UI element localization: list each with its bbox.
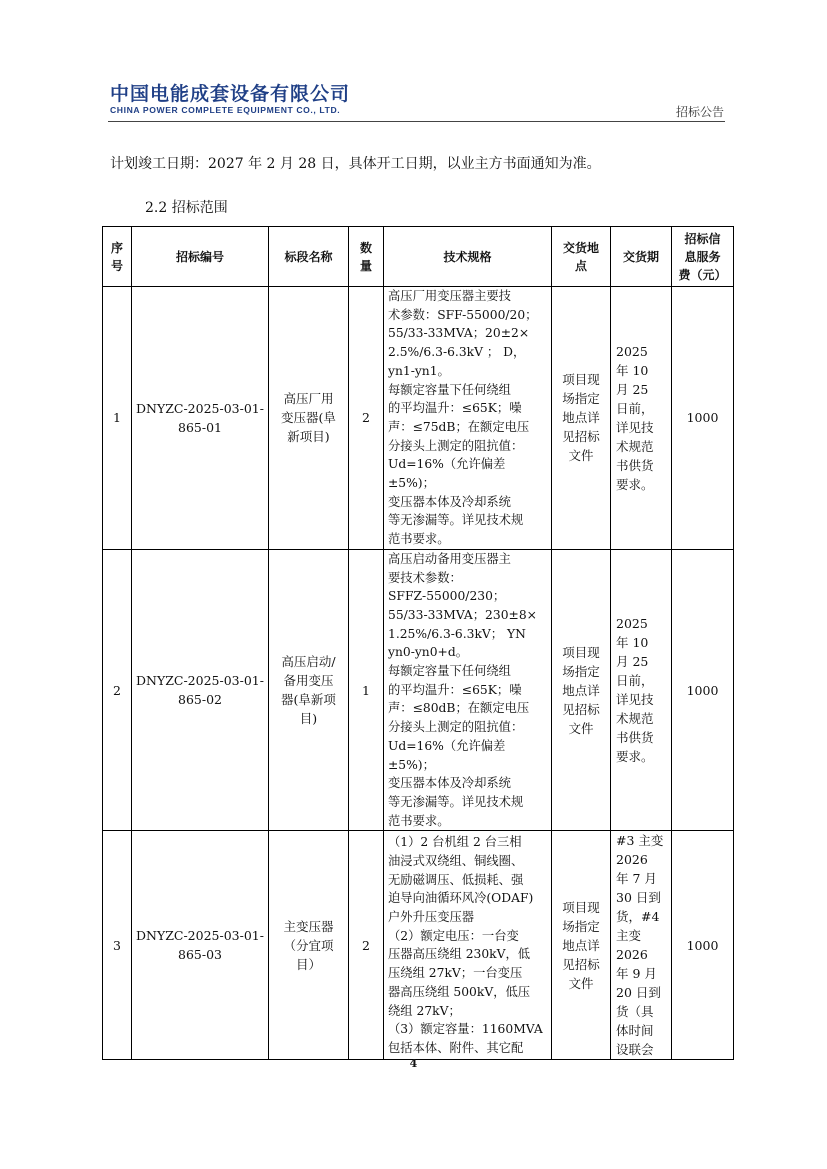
delivery-date-line: 日前， bbox=[616, 673, 654, 689]
lot-name-line: 主变压器 bbox=[283, 918, 334, 934]
bid-code bbox=[132, 287, 269, 550]
delivery-date-line: 月 25 bbox=[616, 381, 649, 397]
technical-spec-line: 55/33-33MVA；20±2× bbox=[388, 326, 530, 341]
bid-code-line: DNYZC-2025-03-01- bbox=[136, 400, 264, 416]
delivery-place-line: 项目现 bbox=[562, 372, 600, 388]
technical-spec-line: 术参数：SFF-55000/20； bbox=[388, 307, 538, 322]
company-logo bbox=[110, 83, 350, 116]
delivery-date-line: 书供货 bbox=[616, 457, 654, 473]
technical-spec-line: 无励磁调压、低损耗、强 bbox=[388, 872, 524, 887]
lot-name-line: 目） bbox=[295, 956, 321, 972]
technical-spec-line: 范书要求。 bbox=[388, 813, 450, 828]
document-type-label: 招标公告 bbox=[675, 105, 724, 119]
lot-name-line: 器(阜新项 bbox=[281, 692, 336, 708]
delivery-place bbox=[552, 831, 611, 1060]
delivery-date-line: 年 10 bbox=[616, 635, 649, 651]
bid-code bbox=[132, 549, 269, 831]
technical-spec-line: yn0-yn0+d。 bbox=[388, 645, 469, 660]
delivery-place bbox=[552, 549, 611, 831]
delivery-date-line: 2025 bbox=[616, 343, 648, 359]
technical-spec-line: 高压厂用变压器主要技 bbox=[388, 289, 511, 303]
delivery-place-line: 场指定 bbox=[562, 663, 600, 679]
technical-spec-line: 高压启动备用变压器主 bbox=[388, 551, 511, 566]
bid-code-line: 865-02 bbox=[178, 692, 222, 708]
lot-name bbox=[269, 287, 349, 550]
delivery-date-line: 要求。 bbox=[616, 476, 654, 492]
col-header-index: 序 号 bbox=[103, 227, 132, 287]
delivery-date-line: 详见技 bbox=[616, 419, 654, 435]
lot-name-line: 高压厂用 bbox=[283, 391, 334, 407]
delivery-place-line: 见招标 bbox=[562, 956, 600, 972]
technical-spec-line: 包括本体、附件、其它配 bbox=[388, 1040, 524, 1055]
delivery-date bbox=[611, 831, 672, 1060]
delivery-date-line: 年 7 月 bbox=[616, 871, 657, 887]
col-header-code: 招标编号 bbox=[132, 227, 269, 287]
delivery-date-line: 术规范 bbox=[616, 711, 654, 727]
lot-name-line: 目) bbox=[299, 711, 318, 727]
delivery-place-line: 场指定 bbox=[562, 391, 600, 407]
technical-spec-line: 的平均温升：≤65K；噪 bbox=[388, 401, 522, 416]
technical-spec-line: Ud=16%（允许偏差±5%)； bbox=[388, 457, 506, 491]
technical-spec-line: yn1-yn1。 bbox=[388, 363, 450, 378]
bid-code bbox=[132, 831, 269, 1060]
delivery-place bbox=[552, 287, 611, 550]
technical-spec-line: 55/33-33MVA；230±8× bbox=[388, 607, 537, 622]
delivery-date-line: 货（具 bbox=[616, 1004, 654, 1020]
technical-spec-line: 压器高压绕组 230kV，低 bbox=[388, 947, 531, 962]
lot-name-line: 新项目) bbox=[287, 429, 330, 445]
table-header-row bbox=[103, 227, 734, 287]
technical-spec-line: （2）额定电压：一台变 bbox=[388, 928, 519, 943]
delivery-date-line: 术规范 bbox=[616, 438, 654, 454]
delivery-date-line: 月 25 bbox=[616, 654, 649, 670]
technical-spec bbox=[384, 287, 552, 550]
delivery-date bbox=[611, 549, 672, 831]
header-divider bbox=[108, 121, 725, 122]
section-heading: 2.2 招标范围 bbox=[145, 200, 228, 216]
delivery-place-line: 场指定 bbox=[562, 918, 600, 934]
technical-spec bbox=[384, 831, 552, 1060]
page-number: 4 bbox=[409, 1057, 418, 1070]
delivery-place-line: 见招标 bbox=[562, 429, 600, 445]
technical-spec-line: 的平均温升：≤65K；噪 bbox=[388, 682, 522, 697]
technical-spec-line: 等无渗漏等。详见技术规 bbox=[388, 794, 524, 809]
technical-spec-line: 器高压绕组 500kV，低压 bbox=[388, 984, 531, 999]
company-name-en: CHINA POWER COMPLETE EQUIPMENT CO., LTD. bbox=[110, 105, 341, 115]
bid-code-line: DNYZC-2025-03-01- bbox=[136, 928, 264, 944]
technical-spec-line: 绕组 27kV； bbox=[388, 1003, 461, 1018]
technical-spec-line: （3）额定容量：1160MVA bbox=[388, 1022, 543, 1037]
row-index: 1 bbox=[103, 287, 132, 550]
delivery-date-line: 年 10 bbox=[616, 362, 649, 378]
delivery-date-line: 2025 bbox=[616, 616, 648, 632]
technical-spec-line: 1.25%/6.3-6.3kV； YN bbox=[388, 626, 526, 641]
delivery-date-line: #3 主变 bbox=[616, 833, 664, 849]
delivery-date-line: 2026 bbox=[616, 852, 648, 868]
technical-spec-line: 声：≤80dB；在额定电压 bbox=[388, 701, 530, 716]
delivery-date-line: 货，#4 bbox=[616, 909, 660, 925]
technical-spec-line: 每额定容量下任何绕组 bbox=[388, 382, 511, 397]
technical-spec-line: 油浸式双绕组、铜线圈、 bbox=[388, 853, 524, 868]
technical-spec-line: 分接头上测定的阻抗值： bbox=[388, 438, 524, 453]
delivery-place-line: 项目现 bbox=[562, 899, 600, 915]
lot-name-line: 变压器(阜 bbox=[281, 410, 336, 426]
delivery-date bbox=[611, 287, 672, 550]
table-row bbox=[103, 287, 734, 550]
technical-spec-line: SFFZ-55000/230； bbox=[388, 589, 506, 604]
lot-name-line: （分宜项 bbox=[283, 937, 334, 953]
delivery-date-line: 要求。 bbox=[616, 749, 654, 765]
bidding-scope-table bbox=[102, 226, 734, 1060]
col-header-qty: 数 量 bbox=[349, 227, 384, 287]
technical-spec-line: 压绕组 27kV；一台变压 bbox=[388, 966, 523, 981]
lot-name-line: 高压启动/ bbox=[281, 654, 336, 670]
company-name-cn: 中国电能成套设备有限公司 bbox=[110, 83, 351, 105]
delivery-date-line: 详见技 bbox=[616, 692, 654, 708]
lot-name bbox=[269, 831, 349, 1060]
delivery-date-line: 设联会 bbox=[616, 1042, 654, 1058]
delivery-date-line: 体时间 bbox=[616, 1023, 654, 1039]
technical-spec-line: 要技术参数： bbox=[388, 570, 462, 585]
delivery-place-line: 文件 bbox=[568, 448, 594, 464]
technical-spec bbox=[384, 549, 552, 831]
completion-date-paragraph: 计划竣工日期：2027 年 2 月 28 日，具体开工日期，以业主方书面通知为准。 bbox=[110, 156, 601, 172]
technical-spec-line: 2.5%/6.3-6.3kV ； D， bbox=[388, 345, 526, 360]
col-header-date: 交货期 bbox=[611, 227, 672, 287]
delivery-place-line: 地点详 bbox=[562, 937, 600, 953]
col-header-name: 标段名称 bbox=[269, 227, 349, 287]
row-index: 2 bbox=[103, 549, 132, 831]
technical-spec-line: 每额定容量下任何绕组 bbox=[388, 664, 511, 679]
quantity: 1 bbox=[349, 549, 384, 831]
delivery-date-line: 书供货 bbox=[616, 730, 654, 746]
quantity: 2 bbox=[349, 831, 384, 1060]
col-header-place: 交货地 点 bbox=[552, 227, 611, 287]
technical-spec-line: 迫导向油循环风冷(ODAF) bbox=[388, 891, 534, 906]
lot-name-line: 备用变压 bbox=[283, 673, 334, 689]
bid-code-line: 865-01 bbox=[178, 419, 222, 435]
delivery-place-line: 见招标 bbox=[562, 701, 600, 717]
lot-name bbox=[269, 549, 349, 831]
technical-spec-line: 变压器本体及冷却系统 bbox=[388, 494, 511, 509]
bid-code-line: 865-03 bbox=[178, 947, 222, 963]
delivery-date-line: 2026 bbox=[616, 947, 648, 963]
service-fee: 1000 bbox=[672, 287, 734, 550]
delivery-place-line: 文件 bbox=[568, 720, 594, 736]
bid-code-line: DNYZC-2025-03-01- bbox=[136, 673, 264, 689]
delivery-date-line: 主变 bbox=[616, 928, 642, 944]
delivery-date-line: 日前， bbox=[616, 400, 654, 416]
delivery-place-line: 文件 bbox=[568, 975, 594, 991]
technical-spec-line: Ud=16%（允许偏差±5%)； bbox=[388, 738, 506, 772]
col-header-spec: 技术规格 bbox=[384, 227, 552, 287]
delivery-date-line: 30 日到 bbox=[616, 890, 661, 906]
technical-spec-line: （1）2 台机组 2 台三相 bbox=[388, 835, 522, 850]
technical-spec-line: 声：≤75dB；在额定电压 bbox=[388, 419, 530, 434]
service-fee: 1000 bbox=[672, 831, 734, 1060]
service-fee: 1000 bbox=[672, 549, 734, 831]
technical-spec-line: 等无渗漏等。详见技术规 bbox=[388, 513, 524, 528]
delivery-place-line: 项目现 bbox=[562, 644, 600, 660]
technical-spec-line: 变压器本体及冷却系统 bbox=[388, 776, 511, 791]
quantity: 2 bbox=[349, 287, 384, 550]
delivery-date-line: 年 9 月 bbox=[616, 966, 657, 982]
delivery-place-line: 地点详 bbox=[562, 410, 600, 426]
technical-spec-line: 户外升压变压器 bbox=[388, 909, 475, 924]
delivery-place-line: 地点详 bbox=[562, 682, 600, 698]
row-index: 3 bbox=[103, 831, 132, 1060]
technical-spec-line: 分接头上测定的阻抗值： bbox=[388, 720, 524, 735]
table-row bbox=[103, 831, 734, 1060]
table-row bbox=[103, 549, 734, 831]
technical-spec-line: 范书要求。 bbox=[388, 532, 450, 547]
delivery-date-line: 20 日到 bbox=[616, 985, 661, 1001]
col-header-fee: 招标信 息服务 费（元） bbox=[672, 227, 734, 287]
